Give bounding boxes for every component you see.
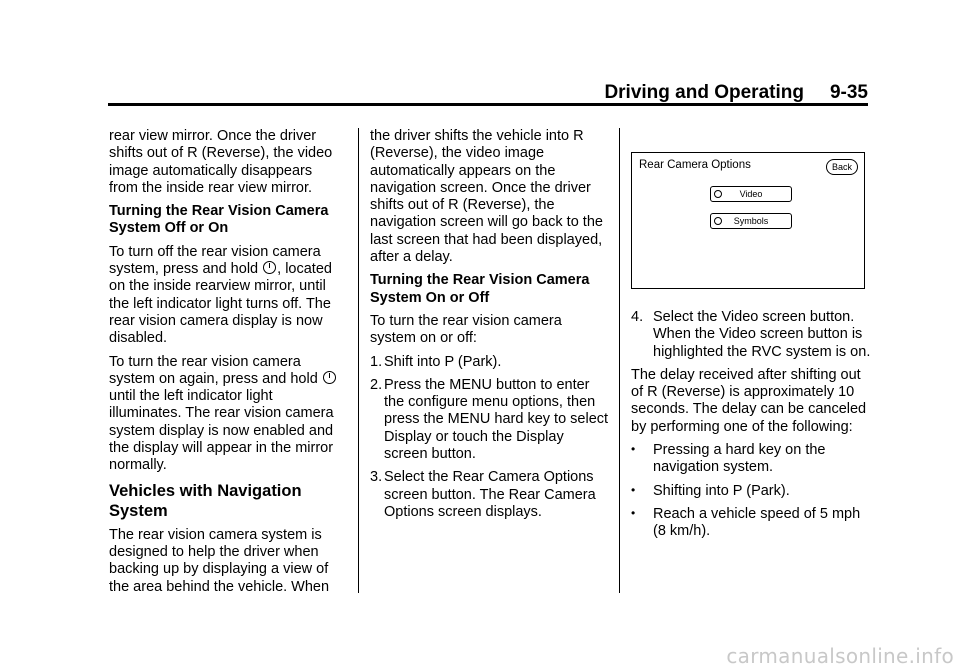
bullet-item: • Pressing a hard key on the navigation system. bbox=[631, 442, 826, 476]
subheading: Turning the Rear Vision Camera System On or Off bbox=[370, 272, 590, 306]
radio-icon bbox=[714, 190, 722, 198]
paragraph: The delay received after shifting out of R (Reverse) is approximately 10 seconds. The delay can be canceled by performing one of the following: bbox=[631, 366, 867, 435]
page-header bbox=[108, 82, 868, 104]
paragraph: To turn the rear vision camera system on or off: bbox=[370, 312, 562, 347]
column-3 bbox=[631, 128, 871, 547]
list-item: 1. Shift into P (Park). bbox=[370, 353, 502, 370]
bullet-icon: • bbox=[631, 442, 636, 457]
watermark: carmanualsonline.info bbox=[726, 644, 954, 668]
section-title: Driving and Operating bbox=[604, 82, 804, 103]
bullet-icon: • bbox=[631, 482, 636, 497]
rear-camera-options-screen bbox=[631, 152, 865, 289]
list-item: 4. Select the Video screen button. When the Video screen button is highlighted the RVC system is on. bbox=[631, 309, 871, 360]
symbols-button[interactable]: Symbols bbox=[710, 213, 792, 229]
paragraph: the driver shifts the vehicle into R (Reverse), the video image automatically appears on the navigation screen. Once the driver shifts out of R (Reverse), the navigation screen will go back to the last screen that had been displayed, after a delay. bbox=[370, 128, 603, 266]
power-icon bbox=[323, 371, 336, 384]
column-2 bbox=[370, 128, 610, 527]
bullet-item: • Reach a vehicle speed of 5 mph (8 km/h). bbox=[631, 505, 861, 540]
power-icon bbox=[263, 261, 276, 274]
screen-title: Rear Camera Options bbox=[639, 159, 751, 171]
section-heading: Vehicles with Navigation System bbox=[109, 481, 302, 520]
video-button[interactable]: Video bbox=[710, 186, 792, 202]
subheading: Turning the Rear Vision Camera System Off or On bbox=[109, 203, 329, 237]
column-divider bbox=[619, 128, 620, 593]
column-1 bbox=[109, 128, 341, 602]
header-rule bbox=[108, 103, 868, 106]
paragraph: rear view mirror. Once the driver shifts out of R (Reverse), the video image automatically disappears from the inside rear view mirror. bbox=[109, 128, 333, 196]
back-button[interactable]: Back bbox=[826, 159, 858, 175]
column-divider bbox=[358, 128, 359, 593]
paragraph: To turn off the rear vision camera system, press and hold , located on the inside rearview mirror, until the left indicator light turns off. The rear vision camera display is now disabled. bbox=[109, 243, 332, 347]
bullet-item: • Shifting into P (Park). bbox=[631, 482, 790, 499]
list-item: 2. Press the MENU button to enter the configure menu options, then press the MENU hard key to select Display or touch the Display screen button. bbox=[370, 376, 609, 463]
page-number: 9-35 bbox=[829, 82, 868, 103]
radio-icon bbox=[714, 217, 722, 225]
list-item: 3. Select the Rear Camera Options screen button. The Rear Camera Options screen displays. bbox=[370, 469, 596, 520]
paragraph: To turn the rear vision camera system on again, press and hold until the left indicator light illuminates. The rear vision camera system display is now enabled and the display will appear in the mirror normally. bbox=[109, 354, 341, 475]
paragraph: The rear vision camera system is designed to help the driver when backing up by displaying a view of the area behind the vehicle. When bbox=[109, 526, 330, 595]
bullet-icon: • bbox=[631, 505, 636, 520]
